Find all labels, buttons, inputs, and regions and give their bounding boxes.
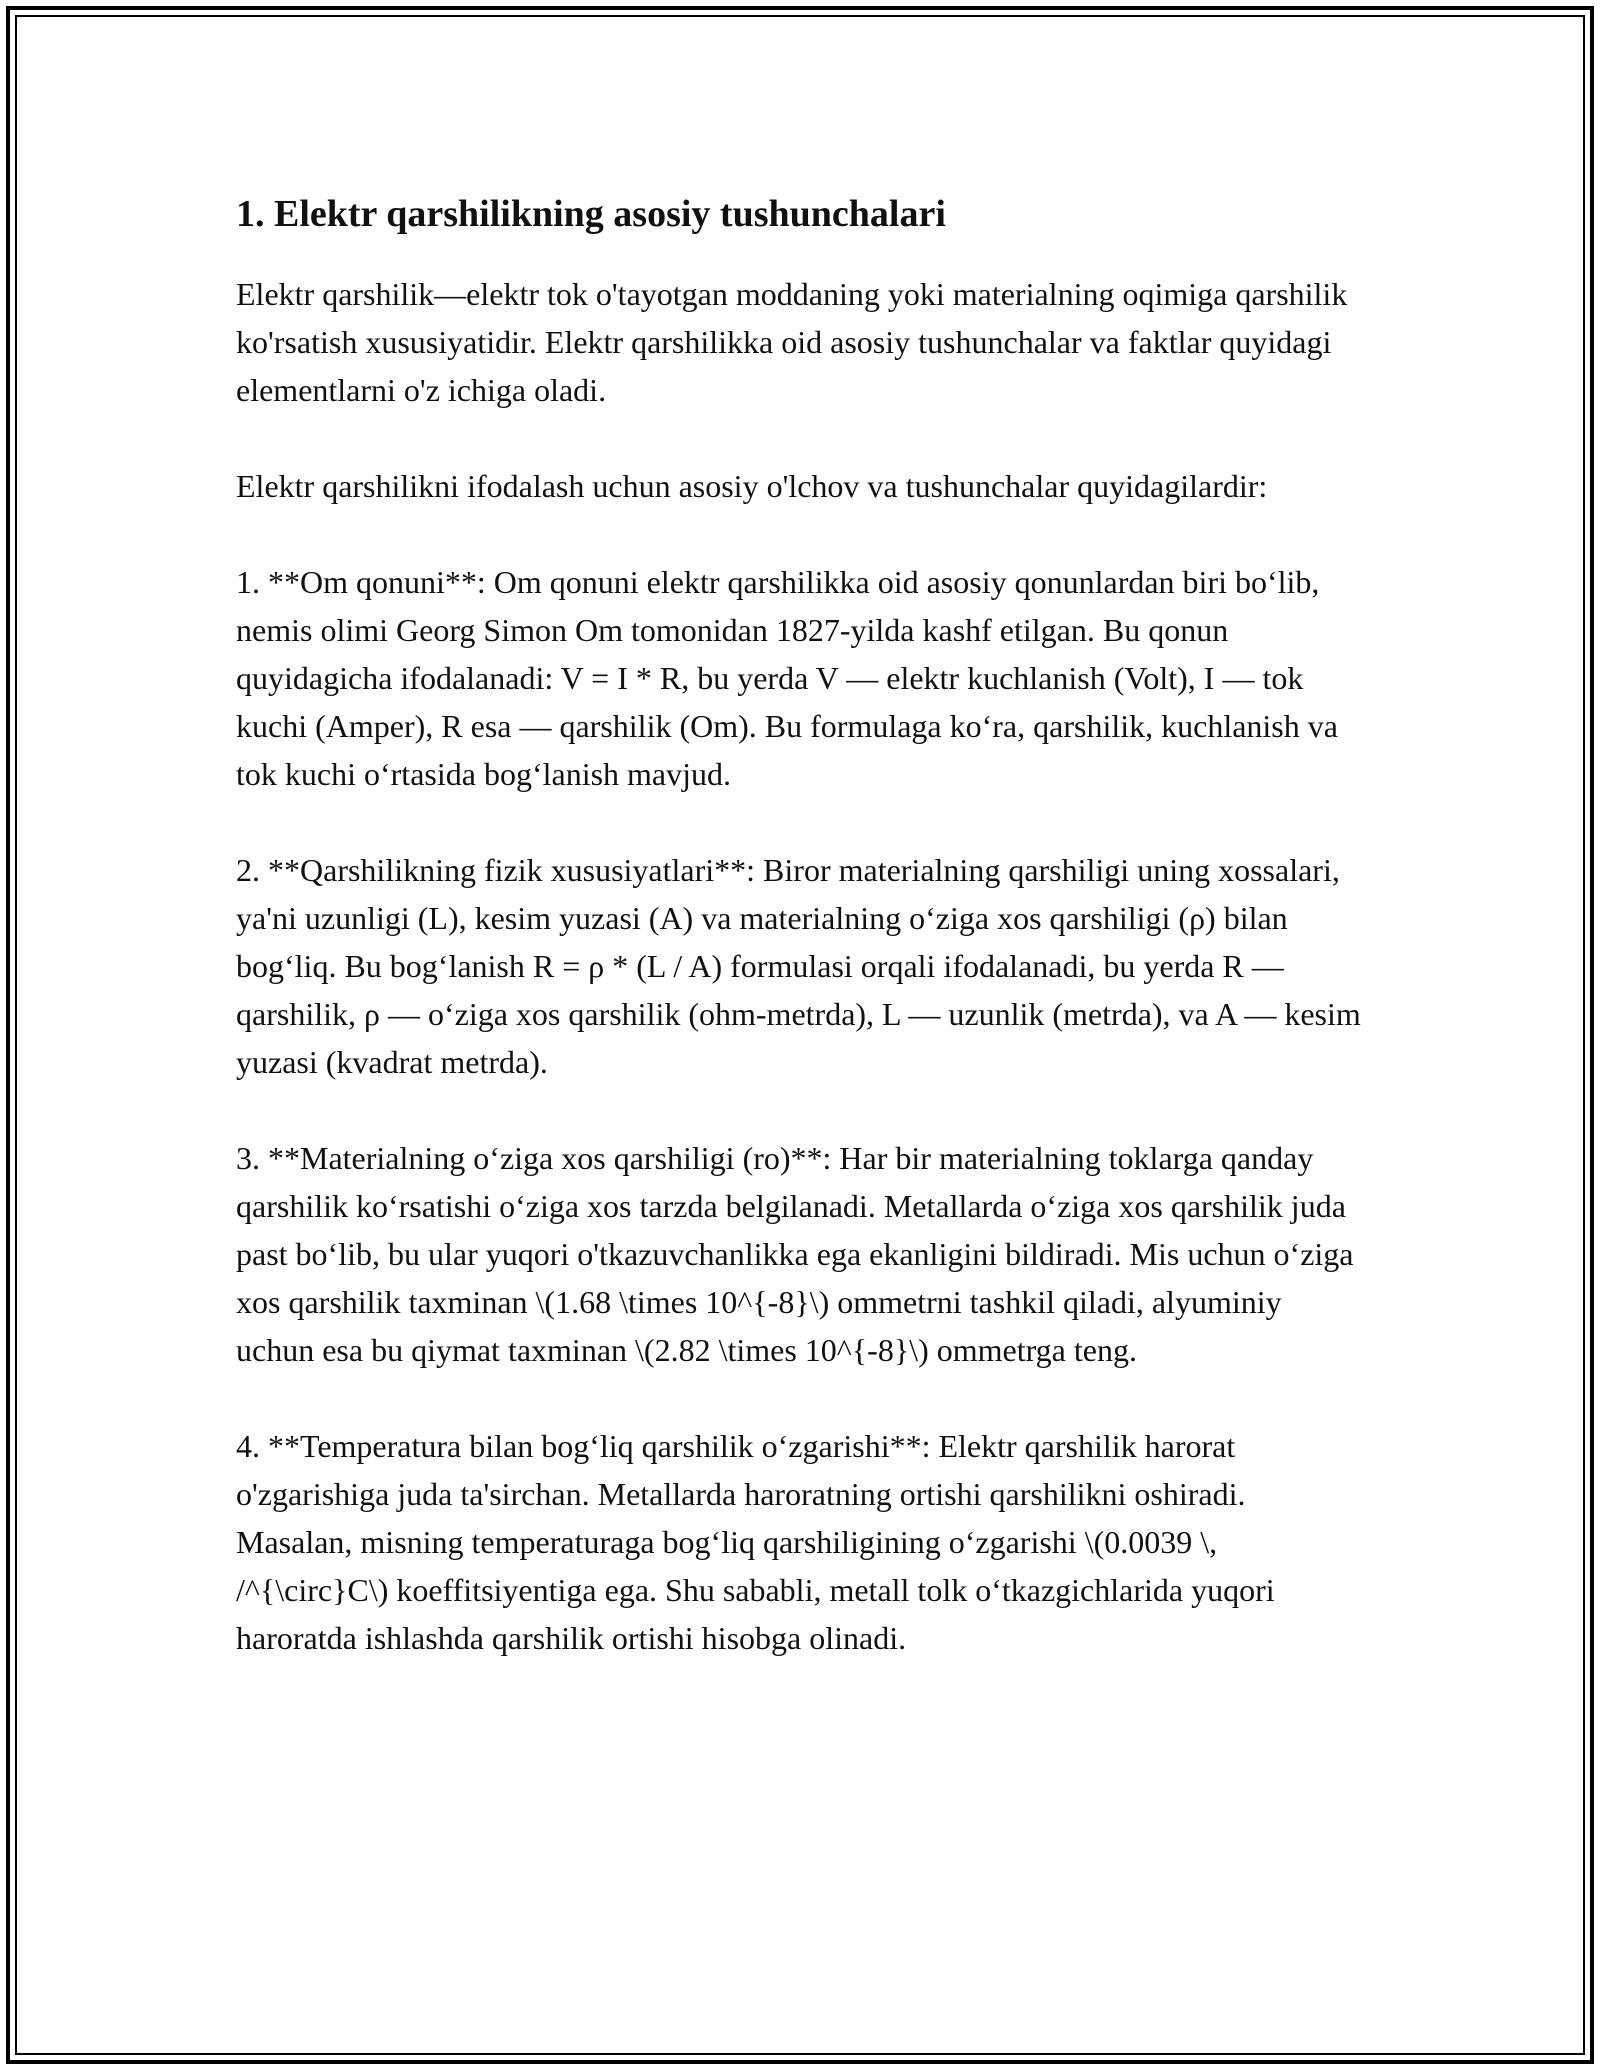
section-heading: 1. Elektr qarshilikning asosiy tushunchalari (236, 193, 946, 235)
ohms-law-paragraph: 1. **Om qonuni**: Om qonuni elektr qarshilikka oid asosiy qonunlardan biri boʻlib, nemis olimi Georg Simon Om tomonidan 1827-yilda kashf etilgan. Bu qonun quyidagicha ifodalanadi: V = I * R, bu yerda V — elektr kuchlanish (Volt), I — tok kuchi (Amper), R esa — qarshilik (Om). Bu formulaga koʻra, qarshilik, kuchlanish va tok kuchi oʻrtasida bogʻlanish mavjud. (236, 564, 1338, 792)
physical-properties-paragraph: 2. **Qarshilikning fizik xususiyatlari**: Biror materialning qarshiligi uning xossalari, ya'ni uzunligi (L), kesim yuzasi (A) va materialning oʻziga xos qarshiligi (ρ) bilan bogʻliq. Bu bogʻlanish R = ρ * (L / A) formulasi orqali ifodalanadi, bu yerda R — qarshilik, ρ — oʻziga xos qarshilik (ohm-metrda), L — uzunlik (metrda), va A — kesim yuzasi (kvadrat metrda). (236, 852, 1361, 1080)
concepts-intro-paragraph: Elektr qarshilikni ifodalash uchun asosiy o'lchov va tushunchalar quyidagilardir: (236, 468, 1268, 504)
resistivity-paragraph: 3. **Materialning oʻziga xos qarshiligi (ro)**: Har bir materialning toklarga qanday qarshilik koʻrsatishi oʻziga xos tarzda belgilanadi. Metallarda oʻziga xos qarshilik juda past boʻlib, bu ular yuqori o'tkazuvchanlikka ega ekanligini bildiradi. Mis uchun oʻziga xos qarshilik taxminan \(1.68 \times 10^{-8}\) ommetrni tashkil qiladi, alyuminiy uchun esa bu qiymat taxminan \(2.82 \times 10^{-8}\) ommetrga teng. (236, 1140, 1354, 1368)
document-body (236, 186, 1366, 1710)
temperature-paragraph: 4. **Temperatura bilan bogʻliq qarshilik oʻzgarishi**: Elektr qarshilik harorat o'zgarishiga juda ta'sirchan. Metallarda haroratning ortishi qarshilikni oshiradi. Masalan, misning temperaturaga bogʻliq qarshiligining oʻzgarishi \(0.0039 \, /^{\circ}C\) koeffitsiyentiga ega. Shu sababli, metall tolk oʻtkazgichlarida yuqori haroratda ishlashda qarshilik ortishi hisobga olinadi. (236, 1428, 1275, 1656)
intro-paragraph: Elektr qarshilik—elektr tok o'tayotgan moddaning yoki materialning oqimiga qarshilik ko'rsatish xususiyatidir. Elektr qarshilikka oid asosiy tushunchalar va faktlar quyidagi elementlarni o'z ichiga oladi. (236, 276, 1348, 408)
